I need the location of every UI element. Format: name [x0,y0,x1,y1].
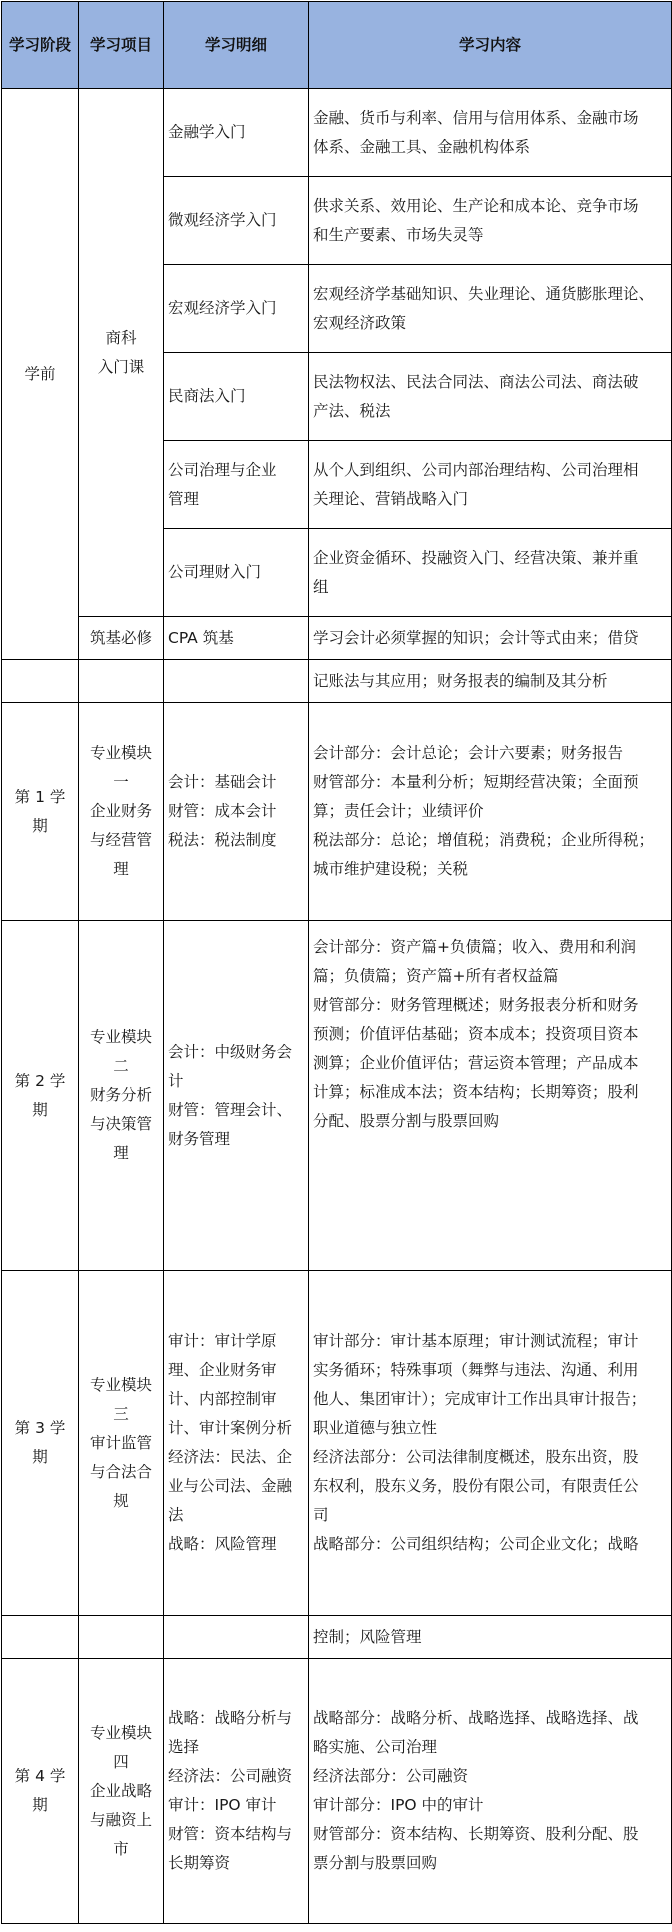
header-detail: 学习明细 [164,2,309,89]
empty-cell [79,660,164,703]
header-row [2,2,672,89]
module-term-1: 专业模块 一 企业财务 与经营管 理 [79,703,164,921]
empty-cell [2,660,79,703]
stage-term-4: 第 4 学 期 [2,1659,79,1924]
empty-cell [164,1616,309,1659]
content-cell: 审计部分：审计基本原理；审计测试流程；审计 实务循环；特殊事项（舞弊与违法、沟通、利用 他人、集团审计）；完成审计工作出具审计报告； 职业道德与独立性 经济法部分：公司法律制度概述，股东出资，股 东权利，股东义务，股份有限公司，有限责任公 司 战略部分：公司组织结构；公司企业文化；战略 [309,1271,672,1616]
stage-prestage: 学前 [2,89,79,660]
content-cell: 企业资金循环、投融资入门、经营决策、兼并重 组 [309,529,672,617]
content-cell: 供求关系、效用论、生产论和成本论、竞争市场 和生产要素、市场失灵等 [309,177,672,265]
empty-cell [164,660,309,703]
detail-cell: 审计：审计学原 理、企业财务审 计、内部控制审 计、审计案例分析 经济法：民法、企 业与公司法、金融 法 战略：风险管理 [164,1271,309,1616]
content-cell: 从个人到组织、公司内部治理结构、公司治理相 关理论、营销战略入门 [309,441,672,529]
content-cell: 战略部分：战略分析、战略选择、战略选择、战 略实施、公司治理 经济法部分：公司融资 审计部分：IPO 中的审计 财管部分：资本结构、长期筹资、股利分配、股 票分割与股票回购 [309,1659,672,1924]
table-row [2,703,672,921]
detail-cell: 宏观经济学入门 [164,265,309,353]
stage-term-3: 第 3 学 期 [2,1271,79,1616]
content-cell: 会计部分：会计总论；会计六要素；财务报告 财管部分：本量利分析；短期经营决策；全面预 算；责任会计；业绩评价 税法部分：总论；增值税；消费税；企业所得税； 城市维护建设税；关税 [309,703,672,921]
content-cell: 宏观经济学基础知识、失业理论、通货膨胀理论、 宏观经济政策 [309,265,672,353]
detail-cell: 公司理财入门 [164,529,309,617]
table-row [2,617,672,660]
table-row [2,1271,672,1616]
module-term-3: 专业模块 三 审计监管 与合法合 规 [79,1271,164,1616]
table-row [2,660,672,703]
table-row [2,1659,672,1924]
module-term-2: 专业模块 二 财务分析 与决策管 理 [79,921,164,1271]
detail-cell: 会计：基础会计 财管：成本会计 税法：税法制度 [164,703,309,921]
content-cell: 会计部分：资产篇+负债篇；收入、费用和利润 篇；负债篇；资产篇+所有者权益篇 财管部分：财务管理概述；财务报表分析和财务 预测；价值评估基础；资本成本；投资项目资本 测算；企业价值评估；营运资本管理；产品成本 计算；标准成本法；资本结构；长期筹资；股利 分配、股票分割与股票回购 [309,921,672,1271]
detail-cell: 战略：战略分析与 选择 经济法：公司融资 审计：IPO 审计 财管：资本结构与 长期筹资 [164,1659,309,1924]
module-foundation: 筑基必修 [79,617,164,660]
empty-cell [79,1616,164,1659]
detail-cell: 金融学入门 [164,89,309,177]
content-cell: 金融、货币与利率、信用与信用体系、金融市场 体系、金融工具、金融机构体系 [309,89,672,177]
detail-cell: 民商法入门 [164,353,309,441]
content-cell: 记账法与其应用；财务报表的编制及其分析 [309,660,672,703]
table-row [2,921,672,1271]
empty-cell [2,1616,79,1659]
header-content: 学习内容 [309,2,672,89]
stage-term-1: 第 1 学 期 [2,703,79,921]
header-stage: 学习阶段 [2,2,79,89]
study-plan-table [1,1,672,1924]
table-row [2,89,672,177]
header-module: 学习项目 [79,2,164,89]
content-cell: 控制；风险管理 [309,1616,672,1659]
detail-cell: CPA 筑基 [164,617,309,660]
table-row [2,1616,672,1659]
content-cell: 民法物权法、民法合同法、商法公司法、商法破 产法、税法 [309,353,672,441]
detail-cell: 会计：中级财务会 计 财管：管理会计、 财务管理 [164,921,309,1271]
detail-cell: 微观经济学入门 [164,177,309,265]
detail-cell: 公司治理与企业 管理 [164,441,309,529]
module-term-4: 专业模块 四 企业战略 与融资上 市 [79,1659,164,1924]
content-cell: 学习会计必须掌握的知识；会计等式由来；借贷 [309,617,672,660]
stage-term-2: 第 2 学 期 [2,921,79,1271]
module-intro: 商科 入门课 [79,89,164,617]
